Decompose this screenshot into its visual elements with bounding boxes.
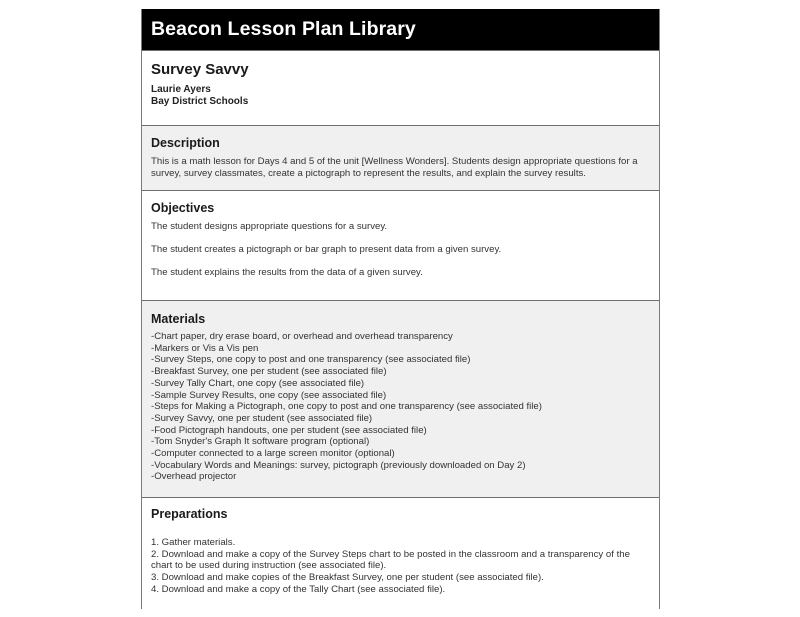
material-item: -Computer connected to a large screen monitor (optional) [151,448,395,460]
material-item: -Steps for Making a Pictograph, one copy to post and one transparency (see associated file) [151,401,542,413]
preparations-section [142,497,659,617]
material-item: -Vocabulary Words and Meanings: survey, pictograph (previously downloaded on Day 2) [151,459,526,471]
materials-section [142,300,659,497]
description-text: This is a math lesson for Days 4 and 5 of the unit [Wellness Wonders]. Students design appropriate questions for a survey, survey classmates, create a pictograph to represent the results, and explain the survey results. [151,156,638,179]
material-item: -Tom Snyder's Graph It software program (optional) [151,436,370,448]
preparations-heading: Preparations [151,507,228,521]
objectives-heading: Objectives [151,201,215,215]
lesson-author: Laurie Ayers [151,84,211,95]
material-item: -Overhead projector [151,471,237,483]
material-item: -Sample Survey Results, one copy (see associated file) [151,389,387,401]
preparation-item: 1. Gather materials. [151,537,236,548]
materials-heading: Materials [151,312,206,326]
site-title: Beacon Lesson Plan Library [151,18,416,40]
material-item: -Breakfast Survey, one per student (see associated file) [151,366,387,378]
description-section [142,125,659,190]
objective-item: The student designs appropriate questions for a survey. [151,221,388,232]
material-item: -Survey Tally Chart, one copy (see associated file) [151,377,365,389]
lesson-title: Survey Savvy [151,61,249,78]
preparation-item: 3. Download and make copies of the Breakfast Survey, one per student (see associated file). [151,572,544,584]
lesson-header [142,50,659,125]
material-item: -Chart paper, dry erase board, or overhead and overhead transparency [151,331,453,342]
lesson-district: Bay District Schools [151,96,249,107]
lesson-plan-page [141,9,660,609]
material-item: -Survey Savvy, one per student (see associated file) [151,412,373,424]
preparation-item: 4. Download and make a copy of the Tally Chart (see associated file). [151,583,446,595]
site-banner [142,9,659,50]
material-item: -Markers or Vis a Vis pen [151,342,259,354]
description-heading: Description [151,136,220,150]
objective-item: The student explains the results from the data of a given survey. [151,267,423,279]
material-item: -Survey Steps, one copy to post and one transparency (see associated file) [151,354,471,366]
objectives-section [142,190,659,300]
objective-item: The student creates a pictograph or bar graph to present data from a given survey. [151,244,502,256]
material-item: -Food Pictograph handouts, one per student (see associated file) [151,424,427,436]
preparation-item: 2. Download and make a copy of the Survey Steps chart to be posted in the classroom and a transparency of the chart to be used during instruction (see associated file). [151,548,630,572]
